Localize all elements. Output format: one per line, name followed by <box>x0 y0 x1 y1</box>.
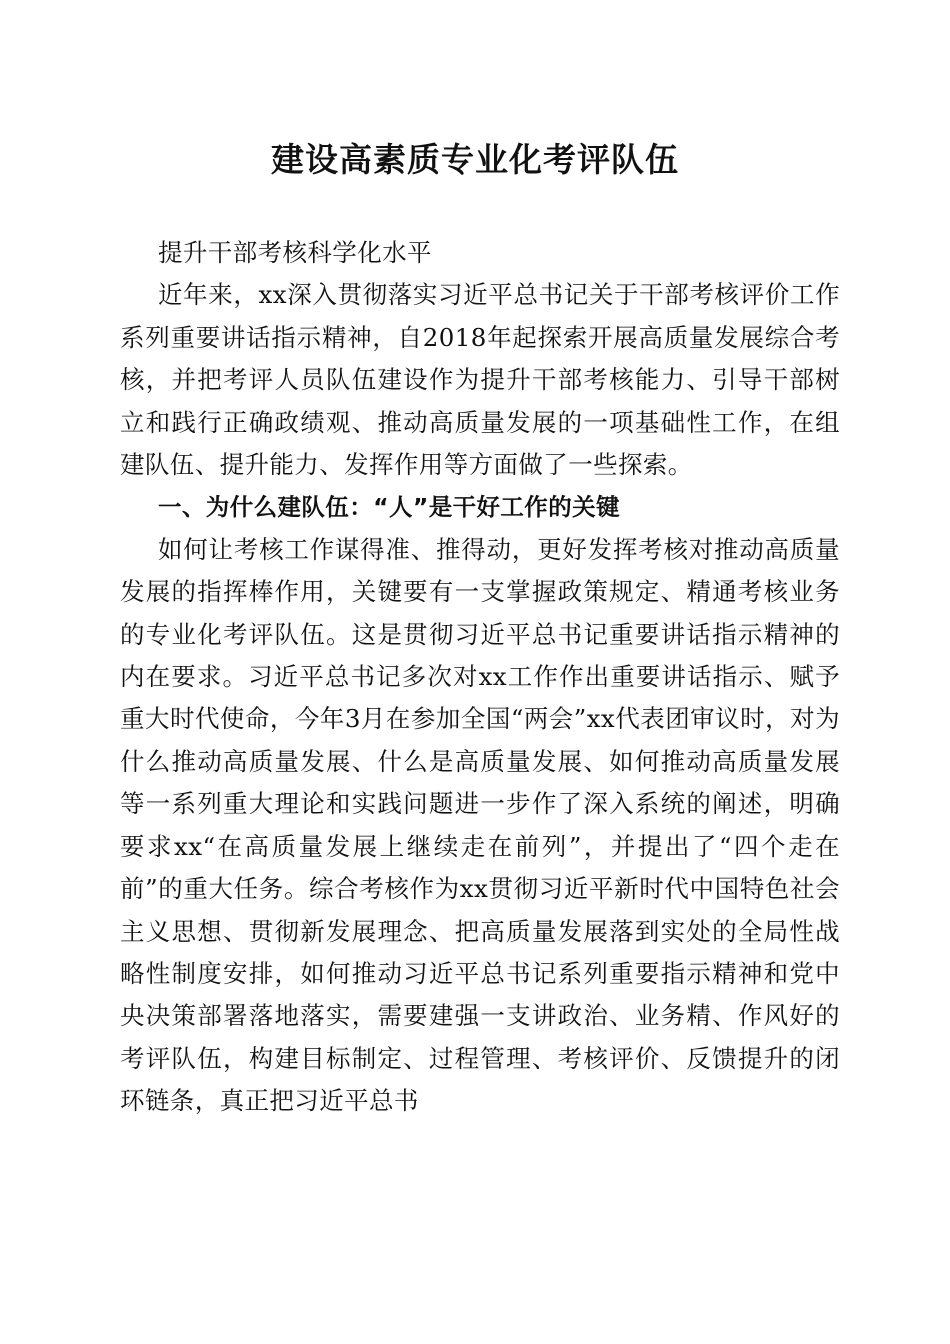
document-body <box>120 232 840 1123</box>
paragraph-intro: 近年来，xx深入贯彻落实习近平总书记关于干部考核评价工作系列重要讲话指示精神，自2018年起探索开展高质量发展综合考核，并把考评人员队伍建设作为提升干部考核能力、引导干部树立和践行正确政绩观、推动高质量发展的一项基础性工作，在组建队伍、提升能力、发挥作用等方面做了一些探索。 <box>120 280 840 480</box>
subtitle-line: 提升干部考核科学化水平 <box>158 238 432 267</box>
paragraph-section-1: 如何让考核工作谋得准、推得动，更好发挥考核对推动高质量发展的指挥棒作用，关键要有一支掌握政策规定、精通考核业务的专业化考评队伍。这是贯彻习近平总书记重要讲话指示精神的内在要求。习近平总书记多次对xx工作作出重要讲话指示、赋予重大时代使命，今年3月在参加全国“两会”xx代表团审议时，对为什么推动高质量发展、什么是高质量发展、如何推动高质量发展等一系列重大理论和实践问题进一步作了深入系统的阐述，明确要求xx“在高质量发展上继续走在前列”，并提出了“四个走在前”的重大任务。综合考核作为xx贯彻习近平新时代中国特色社会主义思想、贯彻新发展理念、把高质量发展落到实处的全局性战略性制度安排，如何推动习近平总书记系列重要指示精神和党中央决策部署落地落实，需要建强一支讲政治、业务精、作风好的考评队伍，构建目标制定、过程管理、考核评价、反馈提升的闭环链条，真正把习近平总书 <box>120 534 840 1116</box>
document-title: 建设高素质专业化考评队伍 <box>271 140 679 179</box>
section-heading-1: 一、为什么建队伍：“人”是干好工作的关键 <box>158 493 620 522</box>
